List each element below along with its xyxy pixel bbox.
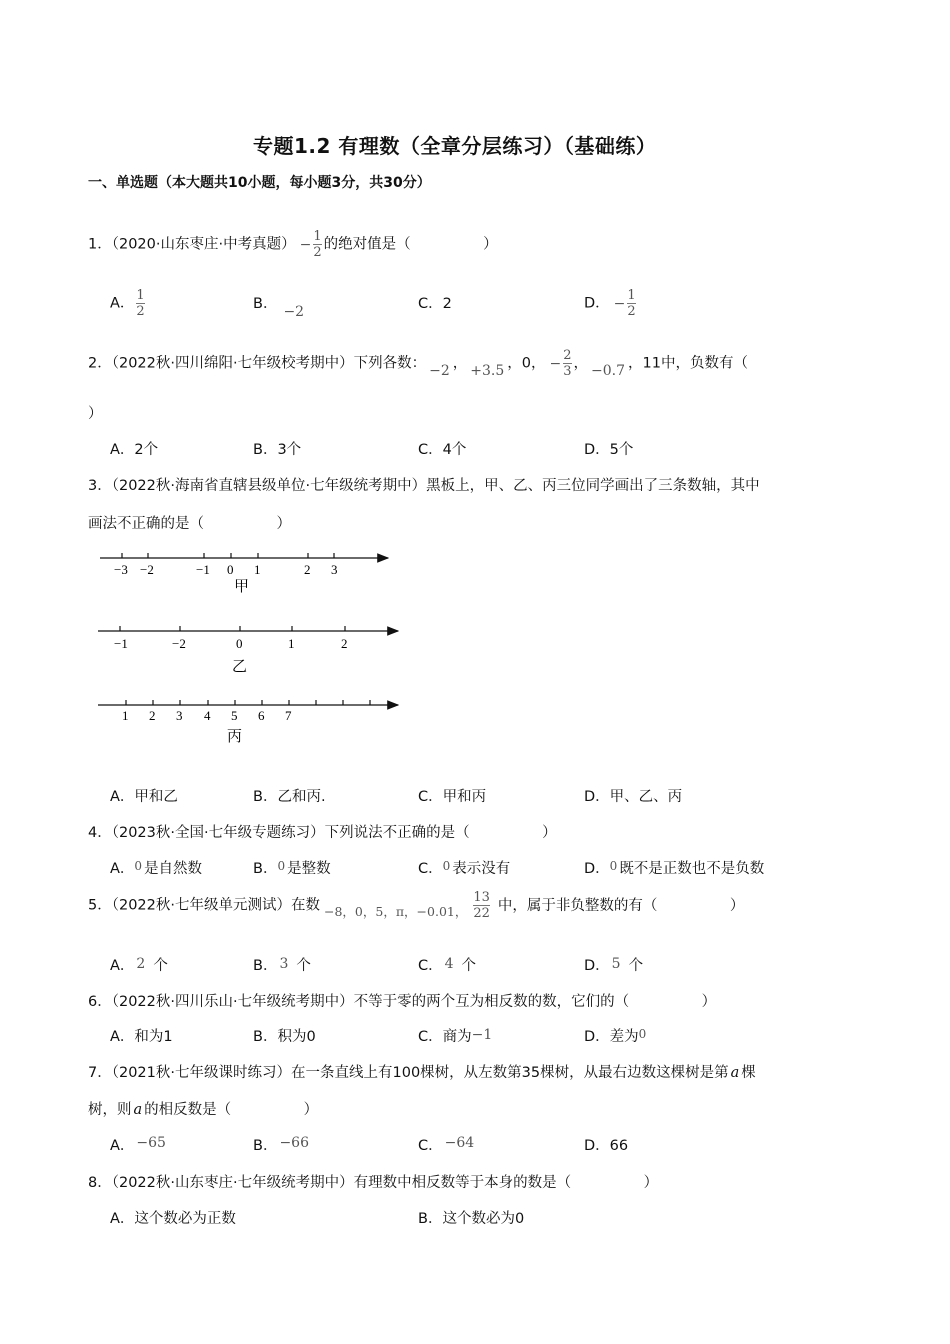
option-label: B．: [253, 1138, 278, 1154]
option-value: −2: [283, 304, 305, 320]
option-d[interactable]: [584, 954, 643, 975]
question-6: [88, 990, 716, 1011]
option-c[interactable]: [418, 1025, 492, 1046]
option-value: 0: [638, 1027, 647, 1041]
option-value: 2: [136, 956, 146, 972]
tick-label: −3: [114, 562, 128, 577]
option-value: −64: [444, 1135, 475, 1151]
option-value: 5: [611, 956, 621, 972]
option-a[interactable]: A．这个数必为正数: [110, 1211, 236, 1227]
question-stem: 树，则: [88, 1102, 132, 1118]
question-3: [88, 474, 760, 495]
question-source: （2022秋·四川绵阳·七年级校考期中）下列各数：: [111, 355, 427, 372]
question-7-line2: [88, 1098, 318, 1119]
question-stem: （2022秋·山东枣庄·七年级统考期中）有理数中相反数等于本身的数是（ ）: [111, 1175, 659, 1191]
option-value: 4: [444, 956, 454, 972]
variable-a: a: [730, 1065, 740, 1081]
option-b[interactable]: B．积为0: [253, 1029, 316, 1045]
number-line-jia: [100, 553, 388, 595]
option-unit: 个: [461, 958, 477, 974]
option-c[interactable]: [418, 1134, 474, 1155]
question-8: [88, 1171, 658, 1192]
denominator: 2: [136, 304, 145, 319]
tick-label: 3: [331, 562, 338, 577]
option-label: A．: [110, 295, 135, 312]
question-source: （2020·山东枣庄·中考真题）: [111, 236, 296, 253]
option-a[interactable]: A．和为1: [110, 1029, 173, 1045]
tick-label: −2: [140, 562, 154, 577]
option-a[interactable]: [110, 288, 147, 319]
question-source: （2022秋·七年级单元测试）在数: [111, 897, 320, 914]
zero-symbol: 0: [277, 859, 286, 873]
tick-label: 5: [231, 708, 238, 723]
question-2-close: ）: [88, 406, 103, 422]
zero-symbol: 0: [442, 859, 451, 873]
question-number: 3．: [88, 478, 112, 494]
question-stem: 中，属于非负整数的有（ ）: [497, 897, 745, 914]
option-text: 是整数: [287, 861, 331, 877]
tick-label: 6: [258, 708, 265, 723]
tick-label: −2: [172, 636, 186, 651]
option-d[interactable]: D．甲、乙、丙: [584, 789, 683, 805]
axis-name: 乙: [232, 657, 248, 675]
number-value: +3.5: [470, 362, 505, 379]
question-2: 2．（2022秋·四川绵阳·七年级校考期中）下列各数： −2 ， +3.5 ，0， − $\frac{2}{3}$ ， −0.7 ，11中，负数有（: [88, 348, 748, 379]
option-b[interactable]: [253, 857, 331, 878]
numerator: 13: [473, 890, 490, 905]
question-1: [88, 229, 498, 260]
option-b[interactable]: [253, 292, 305, 320]
question-number: 7．: [88, 1065, 112, 1081]
question-4: [88, 821, 557, 842]
option-b[interactable]: B．这个数必为0: [418, 1211, 525, 1227]
number-list: −8，0，5，π，−0.01，: [324, 903, 468, 919]
number-lines-figure: [90, 545, 410, 755]
numerator: 1: [136, 288, 145, 303]
page-title: 专题1.2 有理数（全章分层练习）（基础练）: [253, 134, 657, 158]
option-label: A．: [110, 958, 135, 974]
tick-label: 1: [254, 562, 261, 577]
tick-label: 1: [288, 636, 295, 651]
zero-symbol: 0: [609, 859, 618, 873]
tick-label: 2: [341, 636, 348, 651]
minus-sign: −: [549, 355, 562, 372]
option-d[interactable]: [584, 288, 638, 319]
tick-label: 7: [285, 708, 292, 723]
question-3-line2: 画法不正确的是（ ）: [88, 516, 291, 532]
tick-label: −1: [114, 636, 128, 651]
option-label: C．: [418, 958, 443, 974]
option-b[interactable]: [253, 1134, 309, 1155]
variable-a: a: [133, 1102, 143, 1118]
fraction: [627, 288, 635, 319]
number-line-bing: [98, 700, 398, 745]
minus-sign: −: [299, 236, 312, 253]
option-c[interactable]: C．4个: [418, 442, 467, 458]
axis-name: 甲: [234, 577, 250, 595]
numerator: 1: [627, 288, 636, 303]
option-c[interactable]: C．甲和丙: [418, 789, 487, 805]
option-b[interactable]: B．乙和丙.: [253, 789, 326, 805]
tick-label: 3: [176, 708, 183, 723]
question-stem: ，11中，负数有（: [628, 355, 748, 372]
number-value: −0.7: [591, 362, 625, 379]
option-label: D．差为: [584, 1029, 639, 1045]
tick-label: 2: [149, 708, 156, 723]
option-value: 66: [609, 1138, 629, 1154]
tick-label: 2: [304, 562, 311, 577]
question-number: 4．: [88, 825, 112, 841]
numerator: 2: [563, 348, 572, 363]
axis-name: 丙: [227, 727, 243, 745]
option-b[interactable]: B．3个: [253, 442, 302, 458]
denominator: 2: [627, 304, 636, 319]
question-number: 8．: [88, 1175, 112, 1191]
option-label: C．: [418, 1138, 443, 1154]
question-stem: （2021秋·七年级课时练习）在一条直线上有100棵树，从左数第35棵树，从最右边数这棵树是第: [111, 1065, 729, 1081]
denominator: 2: [313, 245, 322, 260]
fraction: [473, 890, 490, 921]
fraction: [136, 288, 144, 319]
fraction: [563, 348, 571, 379]
option-value: −65: [136, 1135, 166, 1151]
question-stem: 的绝对值是（ ）: [323, 236, 498, 253]
question-number: 5．: [88, 897, 112, 914]
option-a[interactable]: [110, 954, 168, 975]
option-label: B．: [253, 958, 278, 974]
option-value: −1: [471, 1027, 493, 1043]
option-label: D．: [584, 1138, 610, 1154]
question-7: [88, 1061, 756, 1082]
question-stem: （2023秋·全国·七年级专题练习）下列说法不正确的是（ ）: [111, 825, 557, 841]
option-a[interactable]: A．2个: [110, 442, 159, 458]
section-heading: 一、单选题（本大题共10小题，每小题3分，共30分）: [88, 175, 431, 191]
option-d[interactable]: [584, 857, 764, 878]
minus-sign: −: [613, 295, 626, 312]
tick-label: 0: [227, 562, 234, 577]
option-a[interactable]: [110, 1134, 166, 1155]
option-text: 表示没有: [452, 861, 511, 877]
option-label: C．: [418, 861, 443, 877]
option-a[interactable]: A．甲和乙: [110, 789, 178, 805]
option-a[interactable]: [110, 857, 202, 878]
denominator: 3: [563, 364, 572, 379]
option-label: A．: [110, 861, 135, 877]
question-number: 6．: [88, 994, 112, 1010]
option-d[interactable]: D．5个: [584, 442, 634, 458]
option-b[interactable]: [253, 954, 311, 975]
option-label: D．: [584, 295, 610, 312]
option-label: A．: [110, 1138, 135, 1154]
question-stem: （2022秋·海南省直辖县级单位·七年级统考期中）黑板上，甲、乙、丙三位同学画出了三条数轴，其中: [111, 478, 760, 494]
number-line-yi: [98, 626, 398, 675]
option-unit: 个: [628, 958, 644, 974]
zero-symbol: 0: [134, 859, 143, 873]
option-c[interactable]: C．2: [418, 296, 452, 312]
question-5: [88, 890, 744, 921]
option-label: D．: [584, 861, 610, 877]
tick-label: 1: [122, 708, 129, 723]
number-value: ，0，: [507, 355, 546, 372]
option-d[interactable]: [584, 1134, 628, 1155]
option-unit: 个: [296, 958, 311, 974]
option-text: 既不是正数也不是负数: [619, 861, 765, 877]
question-stem: （2022秋·四川乐山·七年级统考期中）不等于零的两个互为相反数的数，它们的（ ）: [111, 994, 717, 1010]
denominator: 22: [473, 906, 490, 921]
option-value: −66: [279, 1135, 309, 1151]
question-number: 2．: [88, 355, 112, 372]
fraction: [313, 229, 321, 260]
tick-label: −1: [196, 562, 210, 577]
option-label: C．商为: [418, 1029, 472, 1045]
option-label: D．: [584, 958, 610, 974]
numerator: 1: [313, 229, 322, 244]
option-text: 是自然数: [144, 861, 203, 877]
tick-label: 4: [204, 708, 211, 723]
question-stem-tail: 棵: [741, 1065, 756, 1081]
option-d[interactable]: [584, 1025, 646, 1046]
option-c[interactable]: [418, 857, 510, 878]
number-value: −2: [429, 362, 450, 379]
question-stem: 的相反数是（ ）: [144, 1102, 319, 1118]
option-label: B．: [253, 861, 278, 877]
option-value: 3: [279, 956, 289, 972]
option-c[interactable]: [418, 954, 476, 975]
tick-label: 0: [236, 636, 243, 651]
option-label: B．: [253, 296, 278, 312]
question-number: 1．: [88, 236, 112, 253]
option-unit: 个: [153, 958, 168, 974]
